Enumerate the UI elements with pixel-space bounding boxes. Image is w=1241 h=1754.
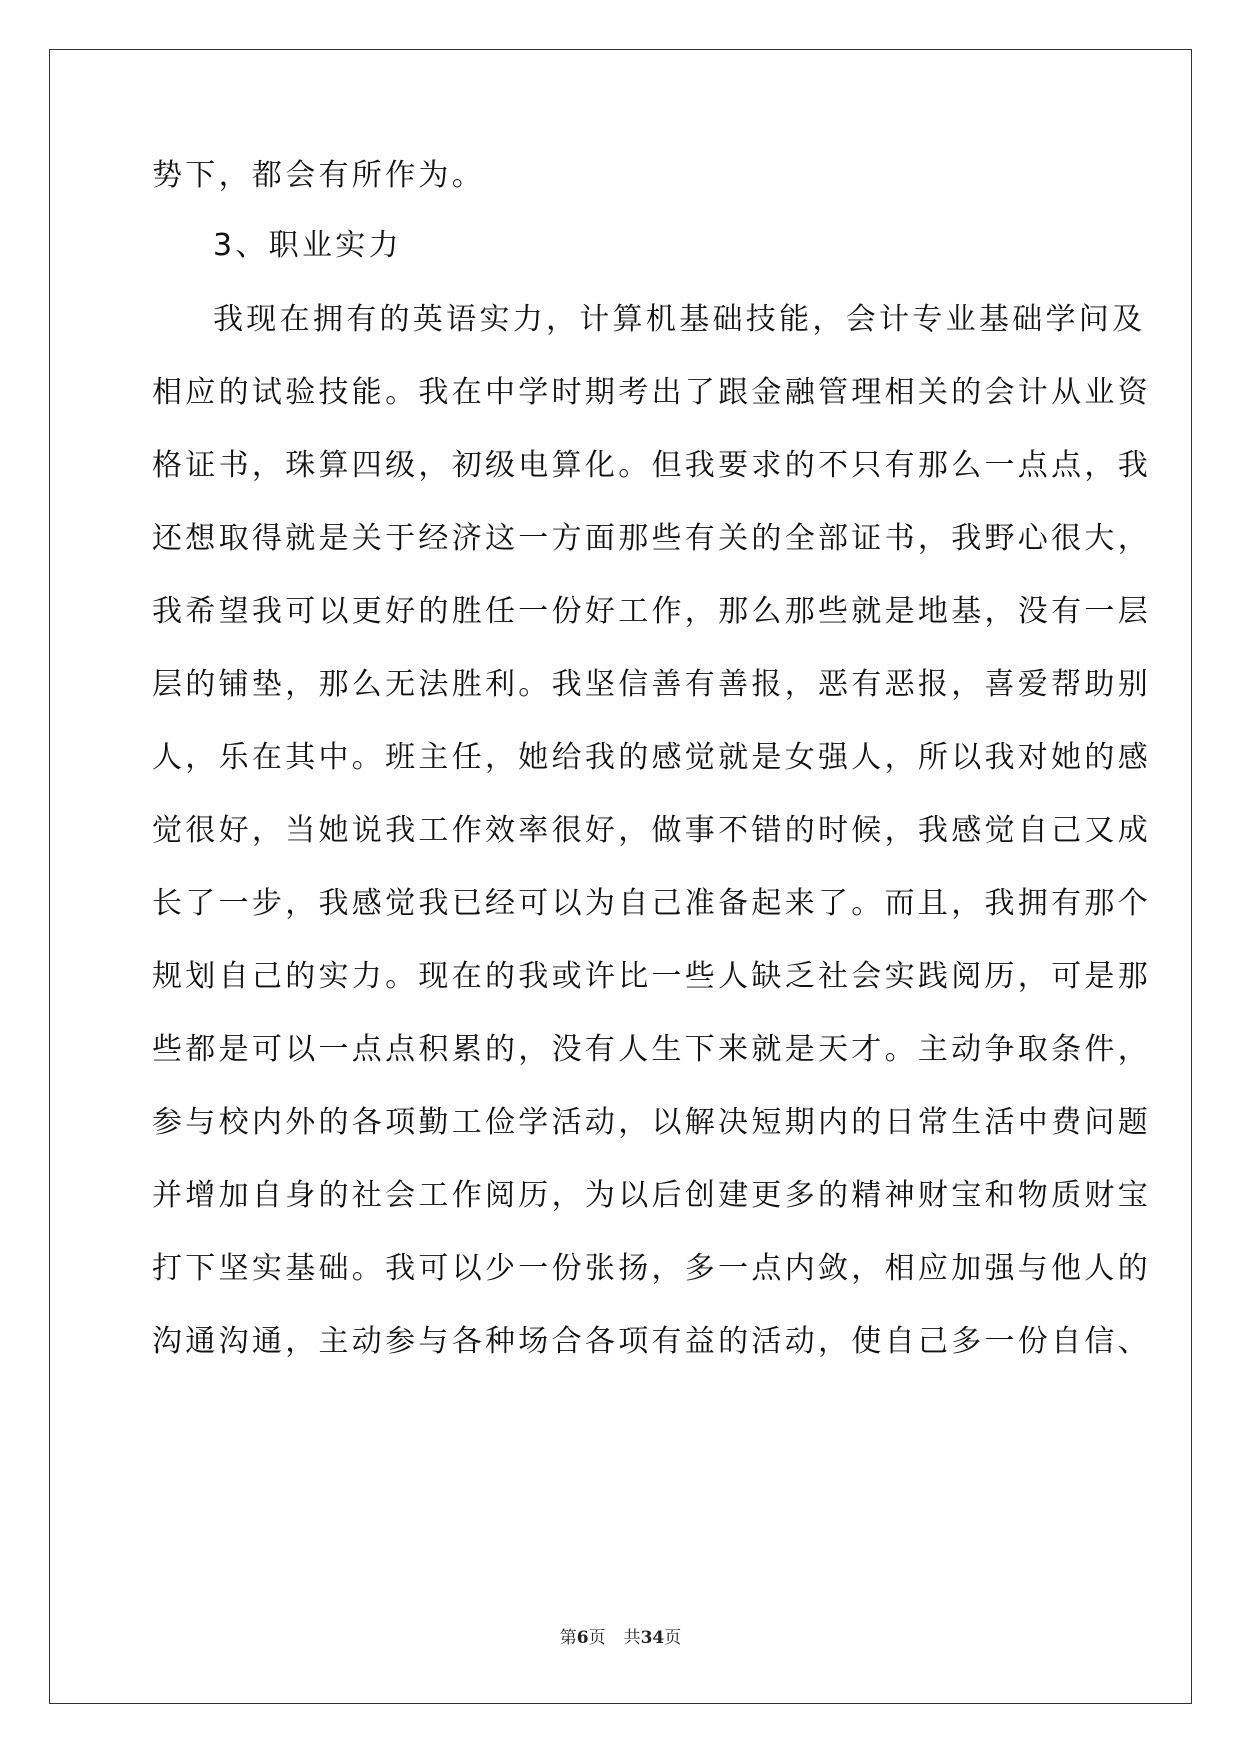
text-line-10: 觉很好，当她说我工作效率很好，做事不错的时候，我感觉自己又成 [152, 813, 1151, 848]
footer-total-suffix: 页 [664, 1628, 682, 1648]
text-line-1: 势下，都会有所作为。 [152, 158, 485, 193]
footer-page-prefix: 第 [559, 1628, 577, 1648]
text-line-3: 我现在拥有的英语实力，计算机基础技能，会计专业基础学问及 [213, 302, 1146, 337]
footer-page-suffix: 页 [588, 1628, 606, 1648]
text-line-4: 相应的试验技能。我在中学时期考出了跟金融管理相关的会计从业资 [152, 375, 1151, 410]
text-line-8: 层的铺垫，那么无法胜利。我坚信善有善报，恶有恶报，喜爱帮助别 [152, 667, 1151, 702]
text-line-5: 格证书，珠算四级，初级电算化。但我要求的不只有那么一点点，我 [152, 448, 1151, 483]
page-border [49, 49, 1192, 1704]
footer-total-prefix: 共 [623, 1628, 641, 1648]
footer-page-current: 6 [576, 1628, 589, 1648]
section-heading: 3、职业实力 [213, 228, 402, 263]
text-line-9: 人，乐在其中。班主任，她给我的感觉就是女强人，所以我对她的感 [152, 740, 1151, 775]
footer-page-total: 34 [640, 1628, 665, 1648]
text-line-11: 长了一步，我感觉我已经可以为自己准备起来了。而且，我拥有那个 [152, 886, 1151, 921]
text-line-7: 我希望我可以更好的胜任一份好工作，那么那些就是地基，没有一层 [152, 594, 1151, 629]
text-line-17: 沟通沟通，主动参与各种场合各项有益的活动，使自己多一份自信、 [152, 1324, 1151, 1359]
text-line-16: 打下坚实基础。我可以少一份张扬，多一点内敛，相应加强与他人的 [152, 1251, 1151, 1286]
page-footer [0, 1626, 1241, 1650]
text-line-13: 些都是可以一点点积累的，没有人生下来就是天才。主动争取条件， [152, 1032, 1151, 1067]
text-line-14: 参与校内外的各项勤工俭学活动，以解决短期内的日常生活中费问题 [152, 1105, 1151, 1140]
text-line-15: 并增加自身的社会工作阅历，为以后创建更多的精神财宝和物质财宝 [152, 1178, 1151, 1213]
text-line-12: 规划自己的实力。现在的我或许比一些人缺乏社会实践阅历，可是那 [152, 959, 1151, 994]
text-line-6: 还想取得就是关于经济这一方面那些有关的全部证书，我野心很大， [152, 521, 1151, 556]
